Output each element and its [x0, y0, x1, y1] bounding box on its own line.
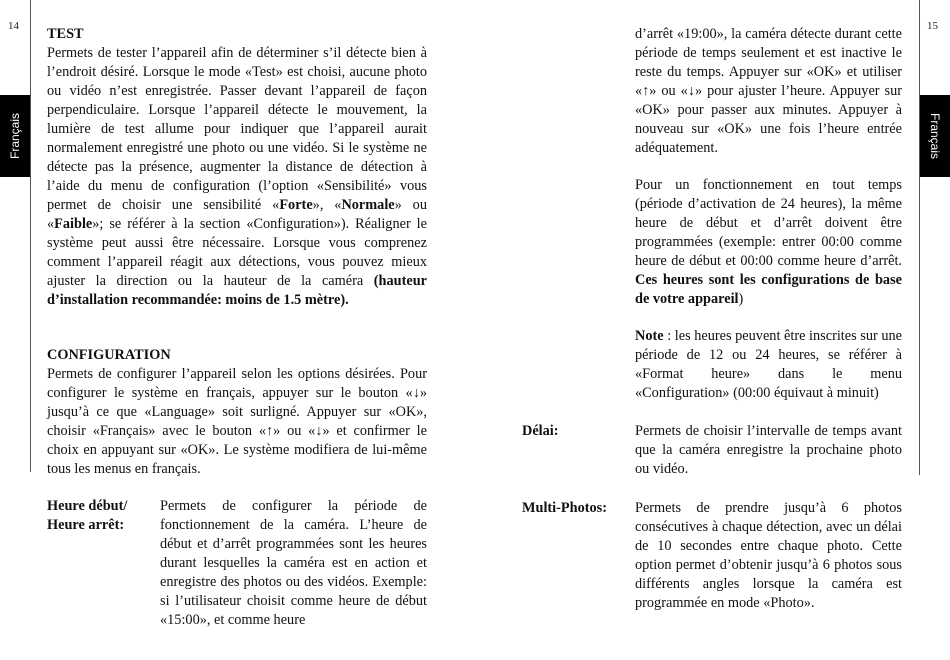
language-tab-right	[920, 95, 950, 177]
right-page	[475, 0, 950, 660]
page-number-left: 14	[8, 20, 19, 32]
multi-photos-body: Permets de prendre jusqu’à 6 photos consécutives à chaque détection, avec un délai de 10 secondes entre chaque photo. Cette option permet d’obtenir jusqu’à 6 photos sous différents angles lorsque la caméra est programmée en mode «Photo».	[635, 500, 902, 611]
language-tab-label: Français	[928, 112, 943, 160]
language-tab-label: Français	[8, 112, 23, 160]
note-paragraph: Note : les heures peuvent être inscrites sur une période de 12 ou 24 heures, se référer à «Format heure» dans le menu «Configuration» (00:00 équivaut à minuit)	[635, 328, 902, 401]
configuration-section	[47, 346, 427, 479]
language-tab-left	[0, 95, 30, 177]
heure-body: Permets de configurer la période de fonctionnement de la caméra. L’heure de début et d’arrêt programmées sont les heures durant lesquelles la caméra est en action et enregistre des photos ou des vidéos. Exemple: si l’utilisateur choisit comme heure de début «15:00», et comme heure	[160, 498, 427, 628]
tout-temps-paragraph: Pour un fonctionnement en tout temps (période d’activation de 24 heures), la même heure de début et d’arrêt doivent être programmées (exemple: entrer 00:00 comme heure de début et 00:00 comme heure d’arrêt. Ces heures sont les configurations de base de votre appareil)	[635, 177, 902, 307]
configuration-body: Permets de configurer l’appareil selon les options désirées. Pour configurer le système en français, appuyer sur le bouton «↓» jusqu’à ce que «Language» soit surligné. Appuyer sur «OK», choisir «Français» avec le bouton «↑» ou «↓» et confirmer le choix en appuyant sur «OK». Le système modifiera de lui-même tous les menus en français.	[47, 366, 427, 477]
page-number-right: 15	[927, 20, 938, 32]
test-heading: TEST	[47, 26, 84, 42]
left-margin-rule	[30, 0, 31, 472]
delai-label: Délai:	[522, 423, 559, 439]
test-section	[47, 25, 427, 310]
heure-continued: d’arrêt «19:00», la caméra détecte durant cette période de temps seulement et est inactive le reste du temps. Appuyer sur «OK» et utiliser «↑» ou «↓» pour ajuster l’heure. Appuyer sur «OK» pour passer aux minutes. Appuyer à nouveau sur «OK» une fois l’heure entrée adéquatement.	[635, 26, 902, 156]
multi-photos-label: Multi-Photos:	[522, 500, 607, 516]
delai-body: Permets de choisir l’intervalle de temps avant que la caméra enregistre la prochaine photo ou vidéo.	[635, 423, 902, 477]
test-body: Permets de tester l’appareil afin de déterminer s’il détecte bien à l’endroit désiré. Lorsque le mode «Test» est choisi, aucune photo ou vidéo n’est enregistrée. Passer devant l’appareil de façon perpendiculaire. Lorsque l’appareil détecte le mouvement, la lumière de test allume pour indiquer que l’appareil aurait normalement enregistré une photo ou une vidéo. Si le système ne détecte pas la présence, augmenter la distance de détection à l’aide du menu de configuration (l’option «Sensibilité» vous permet de choisir une sensibilité «Forte», «Normale» ou «Faible»; se référer à la section «Configuration»). Réaligner le système peut aussi être nécessaire. Lorsque vous comprenez comment l’appareil réagit aux détections, vous pouvez mieux ajuster la direction ou la hauteur de la caméra (hauteur d’installation recommandée: moins de 1.5 mètre).	[47, 45, 427, 308]
configuration-heading: CONFIGURATION	[47, 347, 171, 363]
right-margin-rule	[919, 0, 920, 475]
heure-label: Heure début/ Heure arrêt:	[47, 498, 128, 533]
